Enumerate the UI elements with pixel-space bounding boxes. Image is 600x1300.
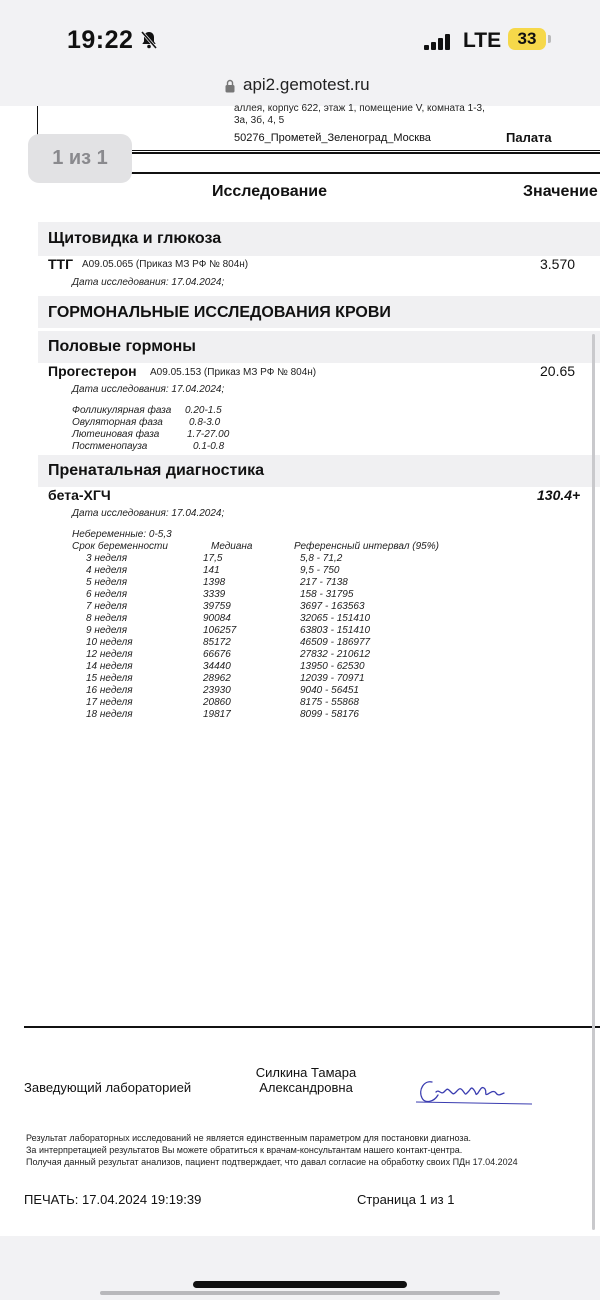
hcg-table-row (0, 601, 600, 613)
hcg-term: 15 неделя (86, 673, 133, 684)
hcg-term: 4 неделя (86, 565, 128, 576)
hcg-median: 28962 (203, 673, 231, 684)
ward-label: Палата (506, 130, 552, 145)
battery-tip (548, 35, 551, 43)
signature-image (414, 1068, 534, 1112)
hcg-median: 1398 (203, 577, 226, 588)
hcg-median: 20860 (203, 697, 231, 708)
divider (130, 152, 600, 154)
hcg-table-row (0, 637, 600, 649)
hcg-table-row (0, 625, 600, 637)
address-line-1: аллея, корпус 622, этаж 1, помещение V, комната 1-3, (234, 103, 485, 114)
head-of-lab-label: Заведующий лабораторией (24, 1080, 192, 1095)
lab-name: 50276_Прометей_Зеленоград_Москва (234, 132, 431, 144)
test-value-ttg: 3.570 (540, 256, 576, 272)
hcg-median: 141 (203, 565, 220, 576)
hcg-table-row (0, 565, 600, 577)
test-code-ttg: A09.05.065 (Приказ МЗ РФ № 804н) (82, 259, 249, 270)
hcg-term: 12 неделя (86, 649, 133, 660)
disclaimer-line: Результат лабораторных исследований не является единственным параметром для постановки диагноза. (26, 1133, 471, 1143)
scrollbar[interactable] (592, 334, 595, 1230)
section-title-hormonal: ГОРМОНАЛЬНЫЕ ИССЛЕДОВАНИЯ КРОВИ (48, 304, 391, 321)
hcg-interval: 8099 - 58176 (300, 709, 359, 720)
hcg-median: 90084 (203, 613, 231, 624)
ref-range: 0.20-1.5 (185, 405, 222, 416)
hcg-table-row (0, 697, 600, 709)
hcg-term: 9 неделя (86, 625, 128, 636)
column-header-study: Исследование (212, 183, 327, 200)
hcg-header-median: Медиана (211, 541, 253, 552)
url-bar[interactable]: api2.gemotest.ru (243, 75, 370, 94)
hcg-term: 10 неделя (86, 637, 133, 648)
footer-divider (24, 1026, 600, 1028)
hcg-median: 17,5 (203, 553, 223, 564)
hcg-table-row (0, 589, 600, 601)
ref-phase: Овуляторная фаза (72, 417, 163, 428)
hcg-table-row (0, 577, 600, 589)
hcg-median: 106257 (203, 625, 237, 636)
head-name-line-2: Александровна (259, 1080, 353, 1095)
hcg-median: 19817 (203, 709, 231, 720)
hcg-term: 6 неделя (86, 589, 128, 600)
hcg-median: 34440 (203, 661, 231, 672)
ref-range: 0.1-0.8 (193, 441, 225, 452)
ref-range: 1.7-27.00 (187, 429, 230, 440)
hcg-table-row (0, 649, 600, 661)
test-name-hcg: бета-ХГЧ (48, 487, 111, 503)
hcg-term: 3 неделя (86, 553, 128, 564)
print-timestamp: ПЕЧАТЬ: 17.04.2024 19:19:39 (24, 1192, 202, 1207)
disclaimer-line: За интерпретацией результатов Вы можете обратиться к врачам-консультантам нашего контакт-центра. (26, 1145, 463, 1155)
hcg-interval: 63803 - 151410 (300, 625, 371, 636)
disclaimer-line: Получая данный результат анализов, пациент подтверждает, что давал согласие на обработку своих ПДн 17.04.2024 (26, 1157, 518, 1167)
hcg-term: 17 неделя (86, 697, 133, 708)
head-name-line-1: Силкина Тамара (255, 1065, 357, 1080)
hcg-interval: 27832 - 210612 (300, 649, 371, 660)
hcg-interval: 13950 - 62530 (300, 661, 365, 672)
hcg-table-row (0, 673, 600, 685)
hcg-median: 39759 (203, 601, 231, 612)
hcg-non-pregnant: Небеременные: 0-5,3 (72, 529, 172, 540)
test-value-progesterone: 20.65 (540, 363, 576, 379)
head-of-lab-name (246, 1065, 366, 1095)
section-title-prenatal: Пренатальная диагностика (48, 462, 265, 479)
bell-muted-icon (140, 30, 158, 50)
hcg-interval: 217 - 7138 (300, 577, 348, 588)
hcg-header-term: Срок беременности (72, 541, 168, 552)
test-value-hcg: 130.4+ (537, 487, 581, 503)
hcg-term: 16 неделя (86, 685, 133, 696)
divider (130, 172, 600, 174)
hcg-interval: 32065 - 151410 (300, 613, 371, 624)
hcg-term: 8 неделя (86, 613, 128, 624)
ref-phase: Лютеиновая фаза (72, 429, 160, 440)
hcg-header-interval: Референсный интервал (95%) (294, 541, 439, 552)
network-type: LTE (463, 29, 502, 52)
test-name-progesterone: Прогестерон (48, 363, 137, 379)
hcg-interval: 46509 - 186977 (300, 637, 371, 648)
home-indicator[interactable] (193, 1281, 407, 1288)
hcg-term: 14 неделя (86, 661, 133, 672)
hcg-table-row (0, 661, 600, 673)
hcg-median: 23930 (203, 685, 231, 696)
page-indicator[interactable]: 1 из 1 (28, 134, 132, 183)
hcg-interval: 12039 - 70971 (300, 673, 365, 684)
hcg-interval: 3697 - 163563 (300, 601, 365, 612)
test-code-progesterone: A09.05.153 (Приказ МЗ РФ № 804н) (150, 367, 317, 378)
status-time: 19:22 (67, 26, 134, 54)
ref-range: 0.8-3.0 (189, 417, 221, 428)
ref-phase: Постменопауза (72, 441, 148, 452)
hcg-term: 18 неделя (86, 709, 133, 720)
test-date-hcg: Дата исследования: 17.04.2024; (72, 508, 225, 519)
hcg-term: 5 неделя (86, 577, 128, 588)
section-title-sex-hormones: Половые гормоны (48, 338, 196, 355)
hcg-table-row (0, 613, 600, 625)
lock-icon (225, 79, 235, 93)
test-name-ttg: ТТГ (48, 256, 74, 272)
hcg-median: 3339 (203, 589, 226, 600)
hcg-interval: 9,5 - 750 (300, 565, 340, 576)
hcg-table-row (0, 553, 600, 565)
hcg-interval: 5,8 - 71,2 (300, 553, 343, 564)
hcg-term: 7 неделя (86, 601, 128, 612)
ref-phase: Фолликулярная фаза (72, 405, 172, 416)
hcg-table-row (0, 685, 600, 697)
test-date-ttg: Дата исследования: 17.04.2024; (72, 277, 225, 288)
column-header-value: Значение (523, 183, 598, 200)
hcg-median: 66676 (203, 649, 231, 660)
page-number: Страница 1 из 1 (357, 1192, 455, 1207)
hcg-table-row (0, 709, 600, 721)
status-and-url-bar (0, 0, 600, 106)
document-page (0, 103, 600, 1236)
cellular-signal-icon (424, 34, 452, 50)
hcg-interval: 8175 - 55868 (300, 697, 359, 708)
toolbar-edge (100, 1291, 500, 1295)
test-date-progesterone: Дата исследования: 17.04.2024; (72, 384, 225, 395)
battery-icon: 33 (508, 28, 546, 50)
section-title-thyroid: Щитовидка и глюкоза (48, 230, 222, 247)
address-line-2: 3а, 3б, 4, 5 (234, 115, 285, 126)
hcg-interval: 158 - 31795 (300, 589, 354, 600)
hcg-interval: 9040 - 56451 (300, 685, 359, 696)
hcg-median: 85172 (203, 637, 231, 648)
